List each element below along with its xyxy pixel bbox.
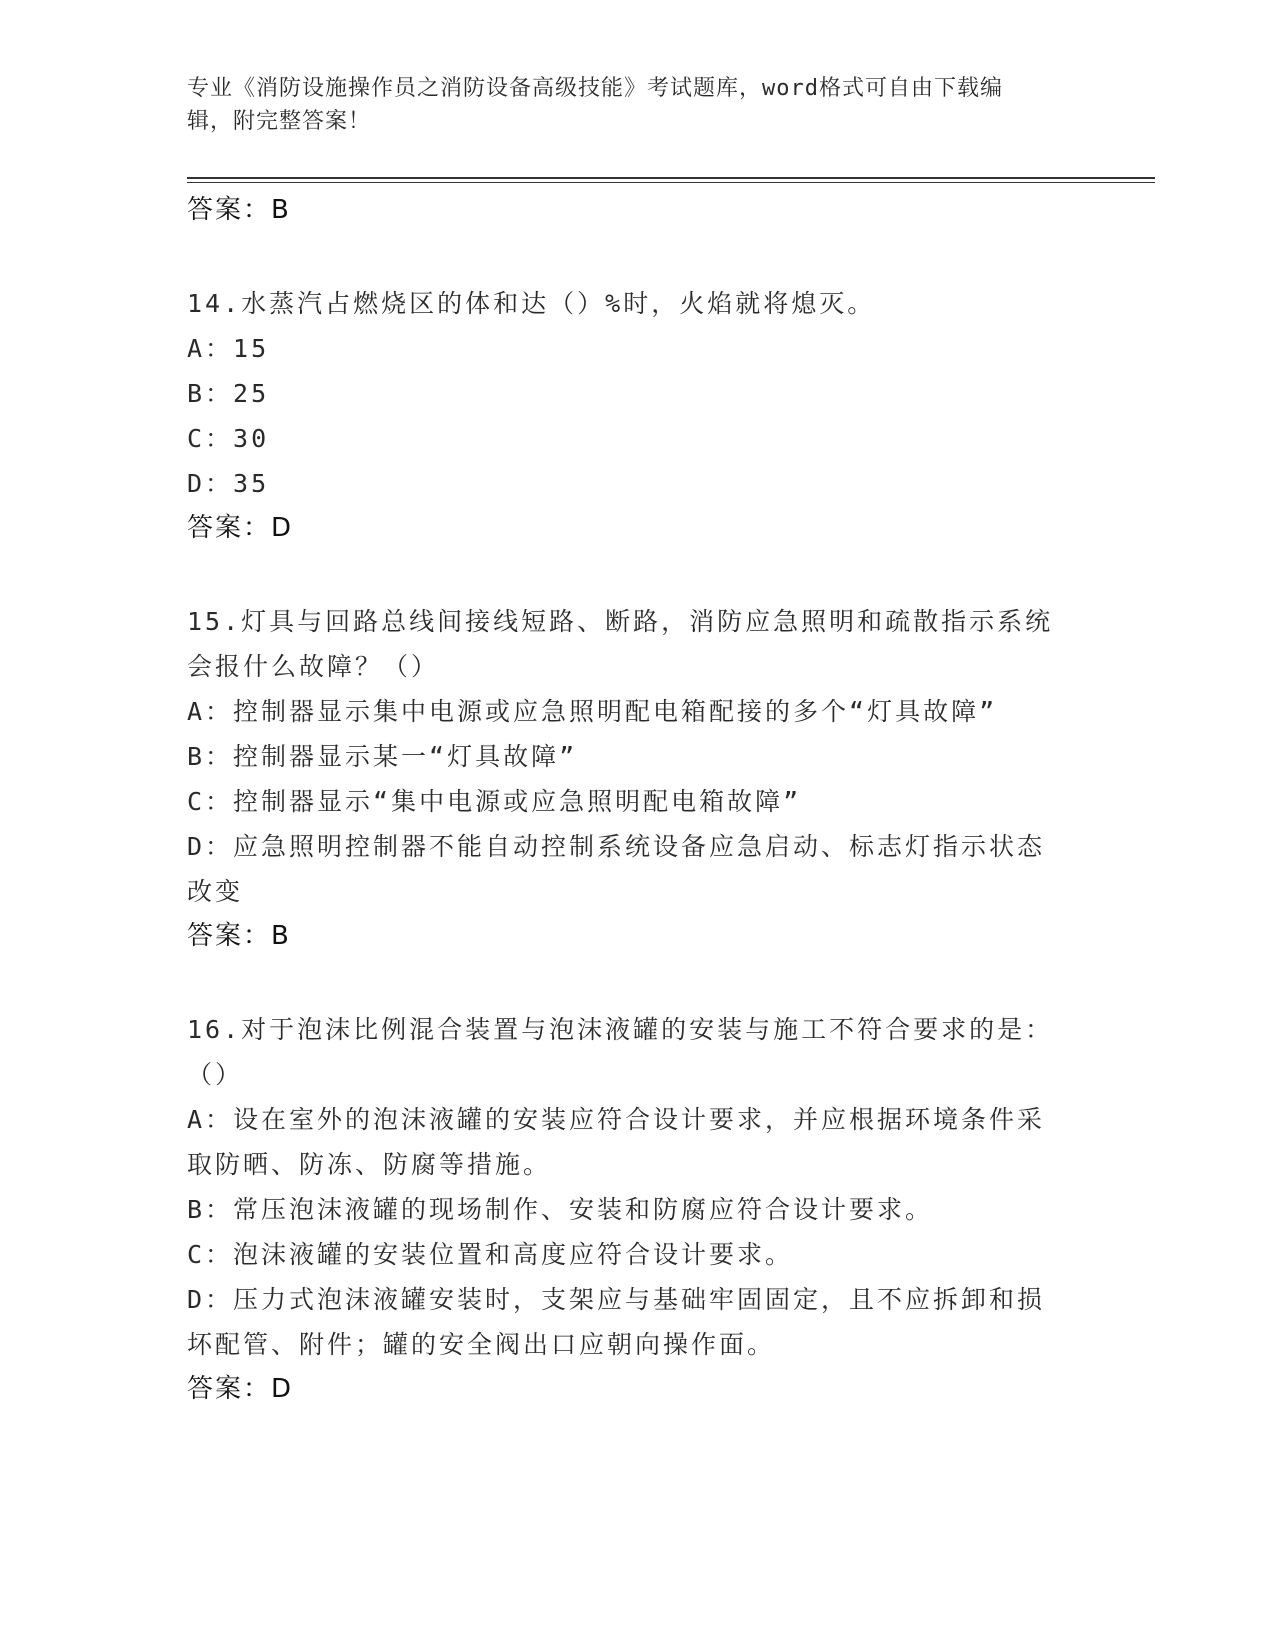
spacer: [187, 233, 1087, 281]
option-b: B：控制器显示某一“灯具故障”: [187, 742, 578, 771]
document-body: [187, 188, 1087, 1412]
question-15: [187, 599, 1087, 959]
option-d-cont: 坏配管、附件；罐的安全阀出口应朝向操作面。: [187, 1330, 776, 1359]
option-a-cont: 取防晒、防冻、防腐等措施。: [187, 1150, 552, 1179]
option-a: A：控制器显示集中电源或应急照明配电箱配接的多个“灯具故障”: [187, 697, 998, 726]
option-b: B：25: [187, 379, 270, 408]
question-answer: 答案：D: [187, 1374, 294, 1404]
question-stem: 16.对于泡沫比例混合装置与泡沫液罐的安装与施工不符合要求的是：: [187, 1015, 1054, 1044]
option-b: B：常压泡沫液罐的现场制作、安装和防腐应符合设计要求。: [187, 1195, 934, 1224]
option-c: C：控制器显示“集中电源或应急照明配电箱故障”: [187, 787, 802, 816]
question-stem-cont: 会报什么故障？（）: [187, 652, 440, 681]
header-divider-thick: [187, 177, 1155, 179]
question-stem: 14.水蒸汽占燃烧区的体和达（）%时，火焰就将熄灭。: [187, 289, 876, 318]
question-stem: 15.灯具与回路总线间接线短路、断路，消防应急照明和疏散指示系统: [187, 607, 1054, 636]
question-14: [187, 281, 1087, 551]
question-answer: 答案：D: [187, 513, 294, 543]
header-line-1: 专业《消防设施操作员之消防设备高级技能》考试题库，word格式可自由下载编: [187, 76, 1003, 101]
spacer: [187, 959, 1087, 1007]
option-c: C：30: [187, 424, 270, 453]
question-16: [187, 1007, 1087, 1412]
question-stem-cont: （）: [187, 1060, 244, 1089]
option-a: A：15: [187, 334, 270, 363]
question-answer: 答案：B: [187, 921, 291, 951]
option-d-cont: 改变: [187, 877, 244, 906]
option-a: A：设在室外的泡沫液罐的安装应符合设计要求，并应根据环境条件采: [187, 1105, 1046, 1134]
option-d: D：压力式泡沫液罐安装时，支架应与基础牢固固定，且不应拆卸和损: [187, 1285, 1046, 1314]
spacer: [187, 551, 1087, 599]
option-d: D：应急照明控制器不能自动控制系统设备应急启动、标志灯指示状态: [187, 832, 1046, 861]
previous-answer: 答案：B: [187, 195, 291, 225]
header-line-2: 辑，附完整答案！: [187, 109, 372, 134]
header-divider-thin: [187, 182, 1155, 183]
option-d: D：35: [187, 469, 270, 498]
page-header: [187, 72, 1087, 138]
option-c: C：泡沫液罐的安装位置和高度应符合设计要求。: [187, 1240, 794, 1269]
